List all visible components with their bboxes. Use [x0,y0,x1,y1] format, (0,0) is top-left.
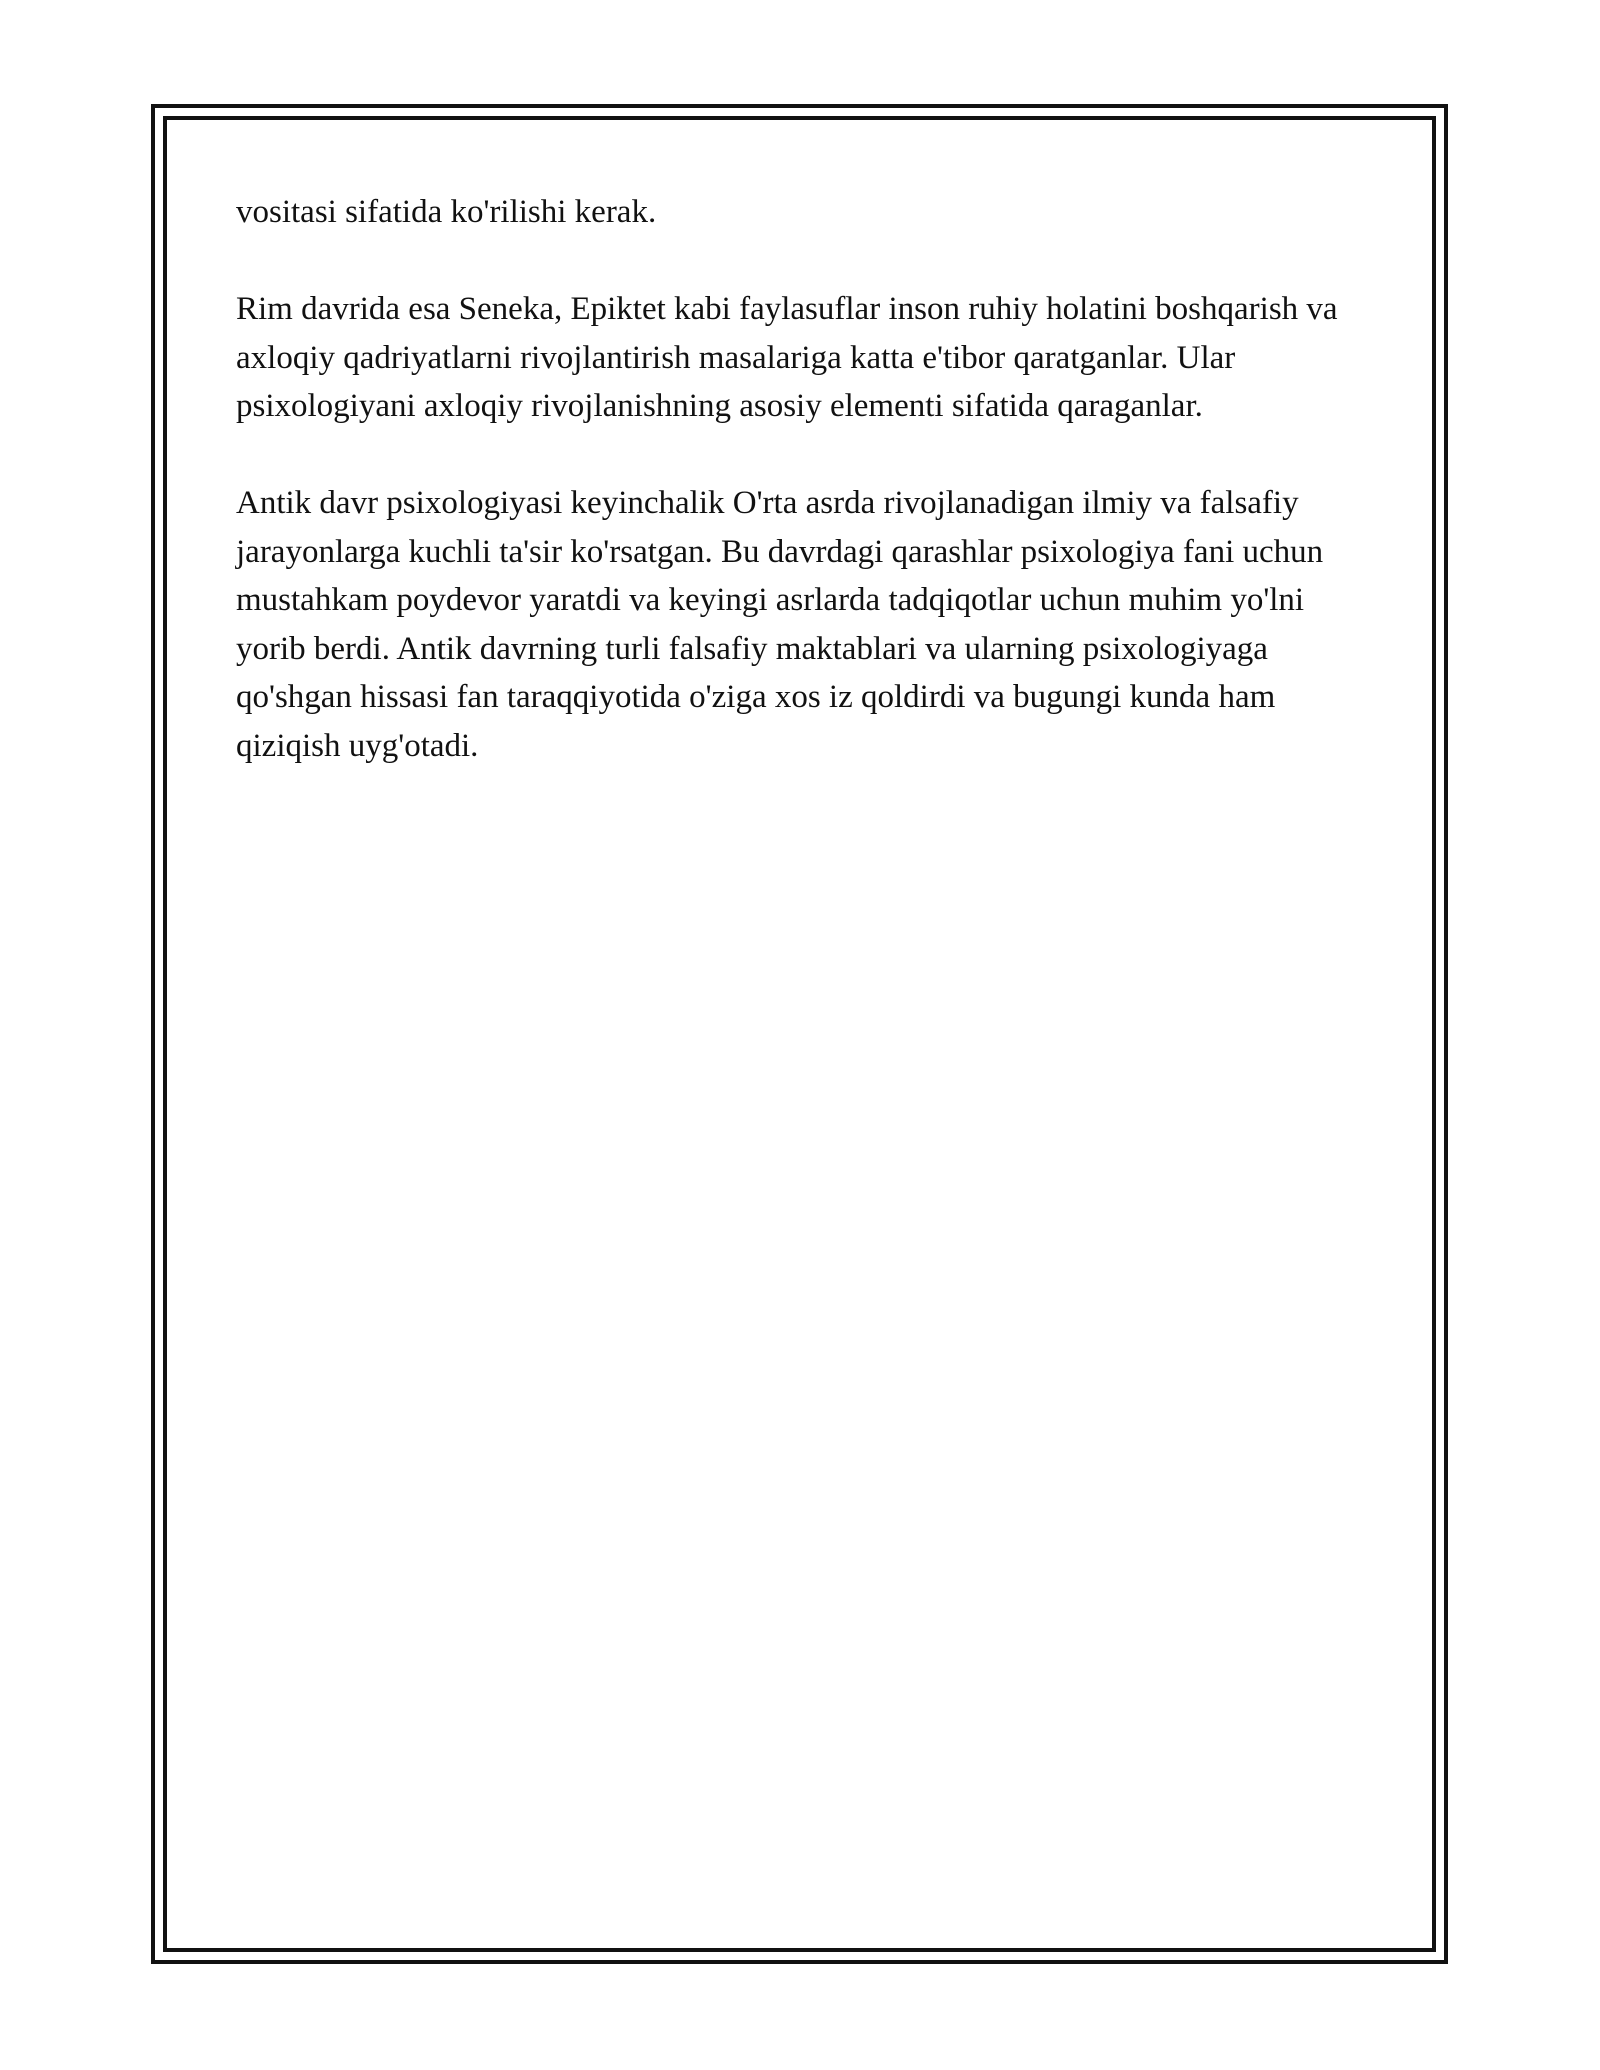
paragraph-3: Antik davr psixologiyasi keyinchalik O'rta asrda rivojlanadigan ilmiy va falsafiy jarayonlarga kuchli ta'sir ko'rsatgan. Bu davrdagi qarashlar psixologiya fani uchun mustahkam poydevor yaratdi va keyingi asrlarda tadqiqotlar uchun muhim yo'lni yorib berdi. Antik davrning turli falsafiy maktablari va ularning psixologiyaga qo'shgan hissasi fan taraqqiyotida o'ziga xos iz qoldirdi va bugungi kunda ham qiziqish uyg'otadi. [236,485,1324,764]
page-body [236,188,1346,819]
paragraph-2: Rim davrida esa Seneka, Epiktet kabi faylasuflar inson ruhiy holatini boshqarish va axloqiy qadriyatlarni rivojlantirish masalariga katta e'tibor qaratganlar. Ular psixologiyani axloqiy rivojlanishning asosiy elementi sifatida qaraganlar. [236,291,1338,424]
paragraph-1: vositasi sifatida ko'rilishi kerak. [236,194,657,230]
